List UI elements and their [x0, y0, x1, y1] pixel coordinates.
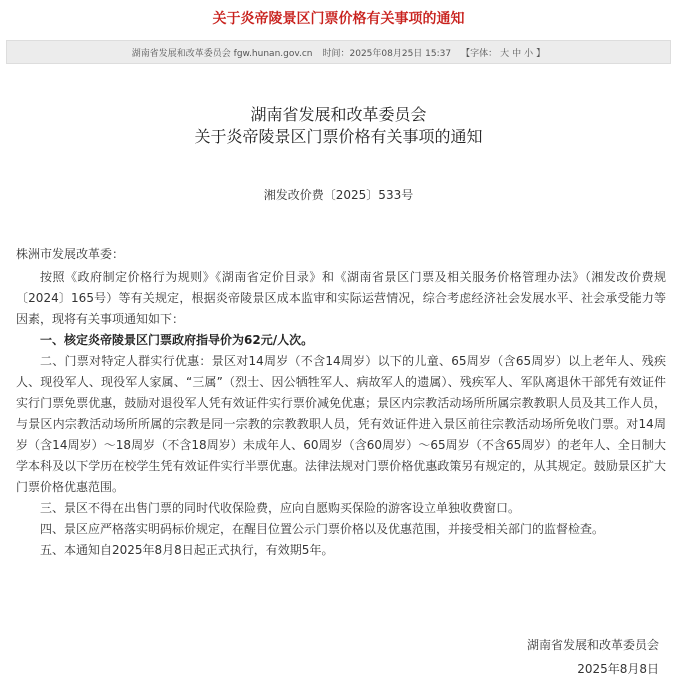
publish-time: 时间：2025年08月25日 15:37	[322, 48, 452, 59]
page-title: 关于炎帝陵景区门票价格有关事项的通知	[212, 11, 465, 27]
intro-paragraph: 按照《政府制定价格行为规则》《湖南省定价目录》和《湖南省景区门票及相关服务价格管理办法》（湘发改价费规〔2024〕165号）等有关规定，根据炎帝陵景区成本监审和实际运营情况，综合考虑经济社会发展水平、社会承受能力等因素，现将有关事项通知如下：	[16, 270, 666, 326]
issuing-organization-title: 湖南省发展和改革委员会	[250, 105, 427, 124]
notice-title: 关于炎帝陵景区门票价格有关事项的通知	[194, 127, 483, 146]
article-meta-bar	[6, 40, 671, 64]
font-size-label-open: 【字体：	[461, 48, 498, 59]
font-size-medium-button[interactable]: 中	[512, 48, 522, 59]
item-4-paragraph: 四、景区应严格落实明码标价规定，在醒目位置公示门票价格以及优惠范围，并接受相关部门的监督检查。	[40, 522, 605, 536]
font-size-label-close: 】	[536, 48, 546, 59]
salutation: 株洲市发展改革委：	[16, 247, 125, 261]
signature-date: 2025年8月8日	[577, 662, 659, 676]
item-1-text: 一、核定炎帝陵景区门票政府指导价为62元/人次。	[40, 333, 314, 347]
item-2-paragraph: 二、门票对特定人群实行优惠：景区对14周岁（不含14周岁）以下的儿童、65周岁（含65周岁）以上老年人、残疾人、现役军人、现役军人家属、“三属”（烈士、因公牺牲军人、病故军人的遗属）、残疾军人、军队离退休干部凭有效证件实行门票免票优惠，鼓励对退役军人凭有效证件实行票价减免优惠；景区内宗教活动场所所属宗教教职人员及其工作人员，与景区内宗教活动场所所属的宗教是同一宗教的宗教教职人员，凭有效证件进入景区前往宗教活动场所免收门票。对14周岁（含14周岁）～18周岁（不含18周岁）未成年人、60周岁（含60周岁）～65周岁（不含65周岁）的老年人、全日制大学本科及以下学历在校学生凭有效证件实行半票优惠。法律法规对门票价格优惠政策另有规定的，从其规定。鼓励景区扩大门票价格优惠范围。	[16, 354, 666, 494]
font-size-large-button[interactable]: 大	[500, 48, 510, 59]
item-1-paragraph	[16, 330, 666, 351]
signature-organization: 湖南省发展和改革委员会	[526, 638, 659, 652]
item-5-paragraph: 五、本通知自2025年8月8日起正式执行，有效期5年。	[40, 543, 334, 557]
document-number: 湘发改价费〔2025〕533号	[263, 188, 414, 202]
item-3-paragraph: 三、景区不得在出售门票的同时代收保险费，应向自愿购买保险的游客设立单独收费窗口。	[40, 501, 521, 515]
source-label: 湖南省发展和改革委员会 fgw.hunan.gov.cn	[131, 48, 313, 59]
font-size-small-button[interactable]: 小	[524, 48, 534, 59]
font-size-control	[461, 46, 545, 59]
notice-body	[16, 244, 666, 561]
